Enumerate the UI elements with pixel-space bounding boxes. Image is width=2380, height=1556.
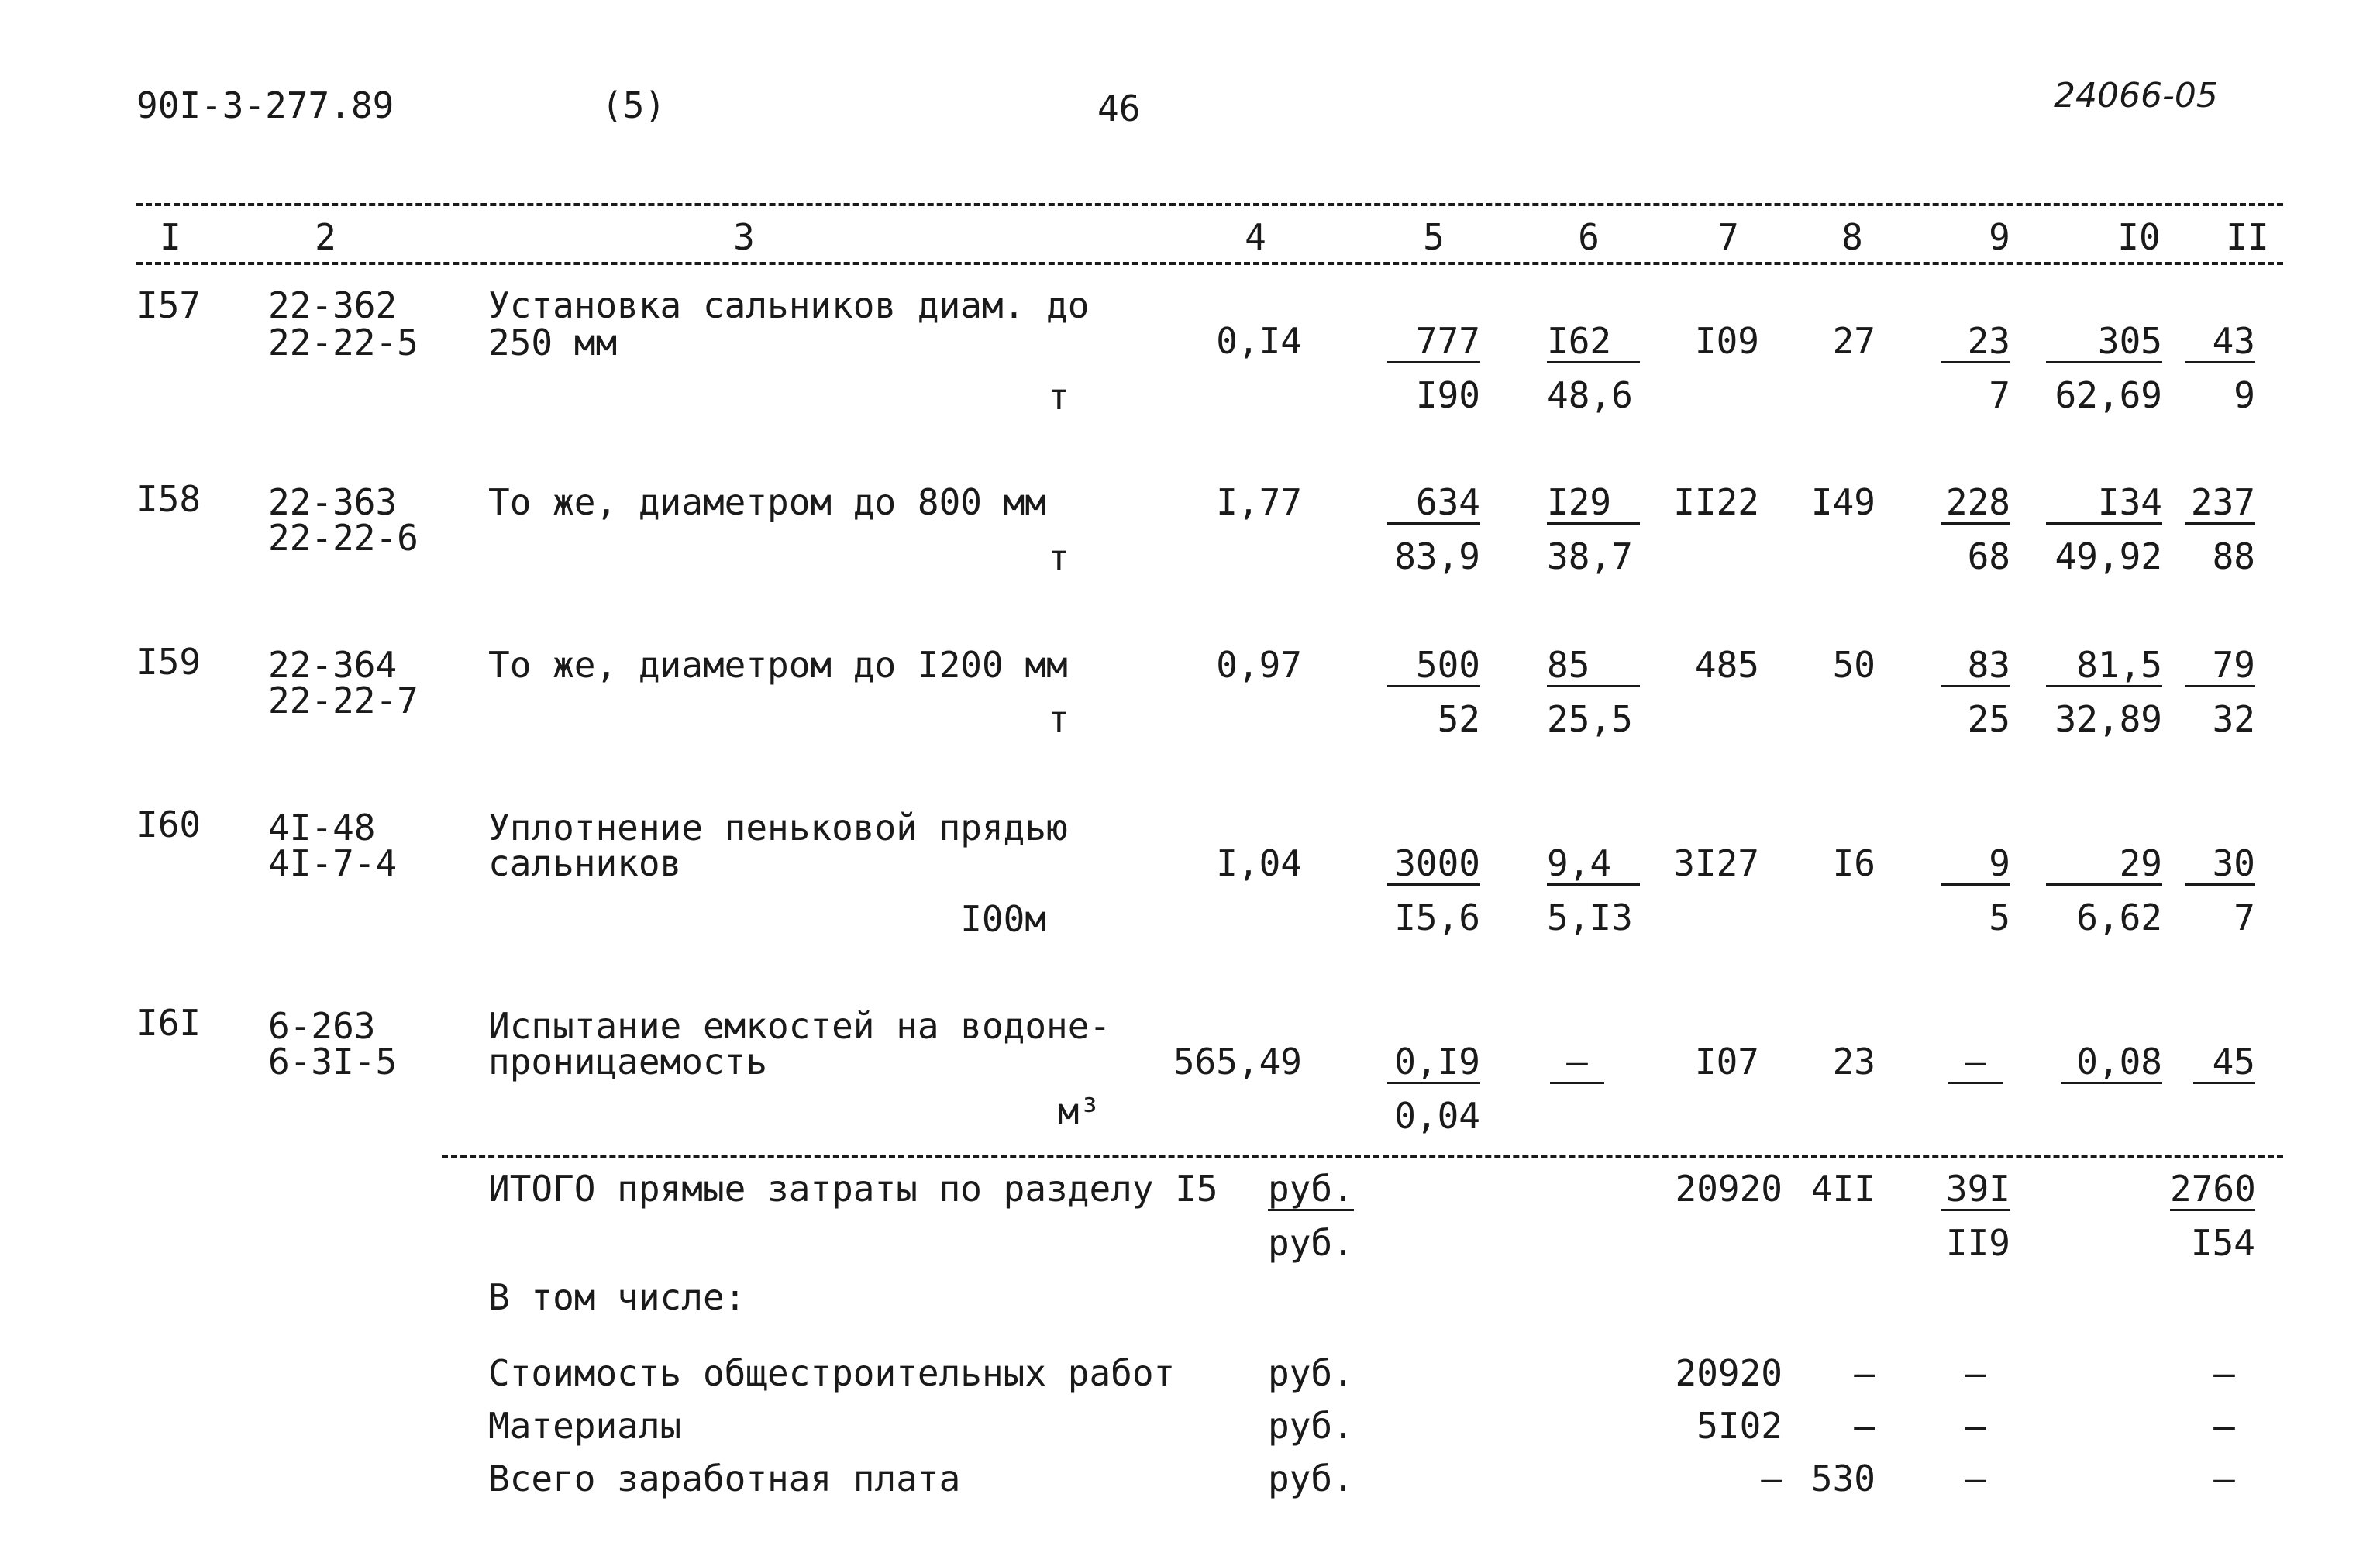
row-number: I57 [136,284,201,326]
breakdown-c9: – [1965,1352,1986,1394]
row-description: То же, диаметром до I200 мм [488,644,1068,686]
cell-c8: 27 [1832,320,1875,362]
cell-c6-bottom: 25,5 [1547,698,1633,740]
col-header-10: I0 [2117,216,2161,258]
row-unit: I00м [960,898,1046,940]
breakdown-c7: 5I02 [1696,1405,1782,1447]
row-number: I60 [136,804,201,845]
cell-c9-top: – [1948,1043,2003,1084]
cell-c10-top: 305 [2046,322,2162,363]
cell-c9-bottom: 68 [1967,535,2010,577]
total-c9-bottom: II9 [1945,1222,2010,1264]
breakdown-c7: – [1761,1458,1782,1499]
cell-c6-top: I62 [1547,322,1640,363]
cell-c6-top: 85 [1547,646,1640,687]
cell-c10-bottom: 6,62 [2076,897,2162,938]
col-header-9: 9 [1989,216,2010,258]
row-quantity: 0,97 [1216,644,1302,686]
row-code: 22-362 [268,284,398,326]
breakdown-c11: – [2213,1352,2235,1394]
breakdown-c8: – [1854,1352,1875,1394]
col-header-7: 7 [1717,216,1739,258]
row-description: Установка сальников диам. до [488,284,1090,326]
col-header-3: 3 [733,216,755,258]
cell-c11-bottom: 9 [2234,374,2255,416]
cell-c9-top: 228 [1941,484,2010,525]
cell-c10-top: I34 [2046,484,2162,525]
totals-rule [442,1155,2283,1158]
cell-c6-bottom: 5,I3 [1547,897,1633,938]
cell-c11-top: 237 [2185,484,2255,525]
cell-c11-bottom: 32 [2212,698,2255,740]
total-c11-top: 2760 [2170,1168,2256,1210]
cell-c5-bottom: 0,04 [1394,1095,1480,1137]
cell-c9-top: 9 [1941,845,2010,886]
total-c11-bottom: I54 [2190,1222,2255,1264]
row-description: 250 мм [488,322,618,363]
total-c9-top: 39I [1941,1170,2010,1211]
total-c8: 4II [1810,1168,1875,1210]
cell-c5-top: 0,I9 [1387,1043,1480,1084]
cell-c7: I09 [1694,320,1759,362]
breakdown-label: Всего заработная плата [488,1458,961,1499]
cell-c11-top: 43 [2185,322,2255,363]
row-unit: т [1048,537,1069,579]
row-code: 6-263 [268,1005,376,1047]
cell-c9-bottom: 25 [1967,698,2010,740]
document-code: 90I-3-277.89 [136,84,394,126]
row-code: 6-3I-5 [268,1041,398,1083]
cell-c10-bottom: 62,69 [2055,374,2162,416]
col-header-11: II [2226,216,2269,258]
breakdown-c9: – [1965,1458,1986,1499]
cell-c11-top: 79 [2185,646,2255,687]
cell-c9-top: 23 [1941,322,2010,363]
cell-c10-top: 29 [2046,845,2162,886]
header-top-rule [136,203,2283,206]
row-code: 22-364 [268,644,398,686]
cell-c10-bottom: 49,92 [2055,535,2162,577]
col-header-8: 8 [1841,216,1863,258]
row-number: I59 [136,641,201,683]
breakdown-c11: – [2213,1405,2235,1447]
breakdown-unit: руб. [1268,1352,1354,1394]
breakdown-unit: руб. [1268,1405,1354,1447]
breakdown-c8: – [1854,1405,1875,1447]
handwritten-stamp: 24066-05 [2054,76,2218,115]
cell-c11-bottom: 7 [2234,897,2255,938]
cell-c5-top: 3000 [1387,845,1480,886]
including-label: В том числе: [488,1276,746,1318]
row-description: Испытание емкостей на водоне- [488,1005,1111,1047]
row-code: 22-22-7 [268,680,418,721]
row-code: 22-363 [268,481,398,523]
cell-c5-bottom: 83,9 [1394,535,1480,577]
cell-c11-top: 30 [2185,845,2255,886]
cell-c6-top: – [1550,1043,1604,1084]
cell-c5-top: 500 [1387,646,1480,687]
cell-c6-top: 9,4 [1547,845,1640,886]
breakdown-label: Стоимость общестроительных работ [488,1352,1176,1394]
row-unit: м³ [1057,1090,1100,1132]
row-quantity: I,04 [1216,842,1302,884]
cell-c5-bottom: I90 [1415,374,1480,416]
total-unit: руб. [1268,1168,1354,1210]
cell-c9-bottom: 7 [1989,374,2010,416]
row-code: 4I-48 [268,807,376,849]
row-quantity: 0,I4 [1216,320,1302,362]
cell-c8: I6 [1832,842,1875,884]
row-number: I6I [136,1002,201,1044]
cell-c10-bottom: 32,89 [2055,698,2162,740]
breakdown-c7: 20920 [1675,1352,1782,1394]
row-number: I58 [136,478,201,520]
row-description: То же, диаметром до 800 мм [488,481,1047,523]
cell-c9-bottom: 5 [1989,897,2010,938]
document-part: (5) [601,84,666,126]
cell-c7: II22 [1673,481,1759,523]
breakdown-c8: 530 [1810,1458,1875,1499]
row-description: проницаемость [488,1041,768,1083]
row-code: 22-22-5 [268,322,418,363]
cell-c6-top: I29 [1547,484,1640,525]
col-header-5: 5 [1423,216,1445,258]
cell-c5-top: 634 [1387,484,1480,525]
page-number: 46 [1097,88,1141,129]
col-header-1: I [160,216,181,258]
breakdown-unit: руб. [1268,1458,1354,1499]
breakdown-label: Материалы [488,1405,682,1447]
col-header-2: 2 [315,216,336,258]
total-c7: 20920 [1675,1168,1782,1210]
col-header-4: 4 [1245,216,1266,258]
cell-c8: I49 [1810,481,1875,523]
cell-c7: 3I27 [1673,842,1759,884]
row-unit: т [1048,698,1069,740]
cell-c7: I07 [1694,1041,1759,1083]
cell-c5-bottom: I5,6 [1394,897,1480,938]
cell-c5-top: 777 [1387,322,1480,363]
cell-c5-bottom: 52 [1437,698,1480,740]
row-quantity: 565,49 [1173,1041,1302,1083]
cell-c11-top: 45 [2193,1043,2255,1084]
cell-c6-bottom: 48,6 [1547,374,1633,416]
cell-c7: 485 [1694,644,1759,686]
cell-c8: 50 [1832,644,1875,686]
row-quantity: I,77 [1216,481,1302,523]
cell-c10-top: 81,5 [2046,646,2162,687]
cell-c11-bottom: 88 [2212,535,2255,577]
cell-c9-top: 83 [1941,646,2010,687]
breakdown-c9: – [1965,1405,1986,1447]
cell-c6-bottom: 38,7 [1547,535,1633,577]
cell-c8: 23 [1832,1041,1875,1083]
row-unit: т [1048,376,1069,418]
row-code: 4I-7-4 [268,842,398,884]
header-bottom-rule [136,262,2283,265]
col-header-6: 6 [1578,216,1600,258]
total-unit: руб. [1268,1222,1354,1264]
total-label: ИТОГО прямые затраты по разделу I5 [488,1168,1218,1210]
row-description: сальников [488,842,682,884]
row-code: 22-22-6 [268,517,418,559]
cell-c10-top: 0,08 [2061,1043,2162,1084]
row-description: Уплотнение пеньковой прядью [488,807,1068,849]
breakdown-c11: – [2213,1458,2235,1499]
